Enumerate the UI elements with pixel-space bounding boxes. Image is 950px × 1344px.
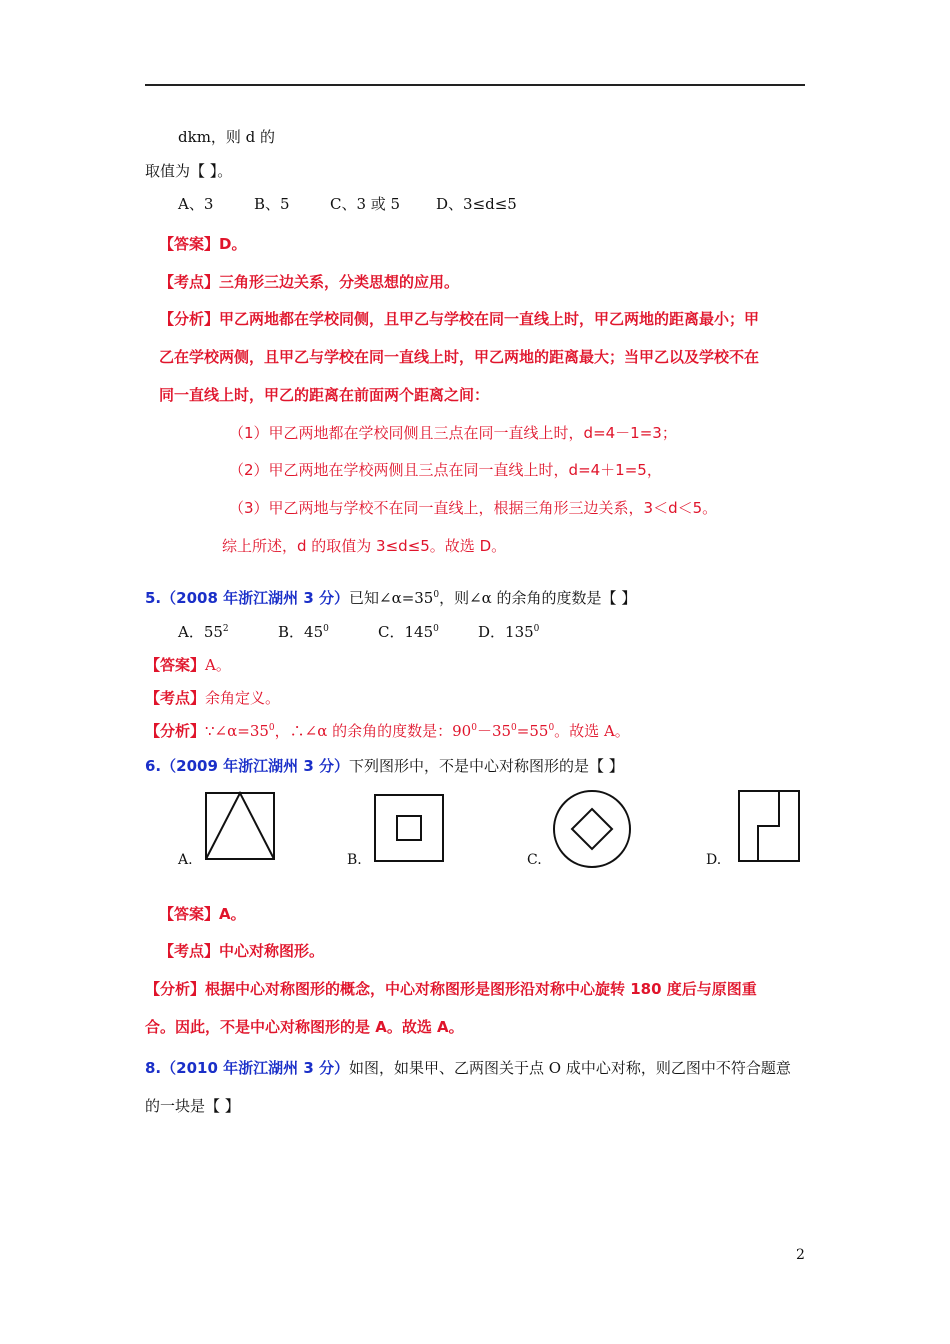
q4-conclusion: 综上所述，d 的取值为 3≤d≤5。故选 D。 <box>222 537 507 555</box>
q6-point: 【考点】中心对称图形。 <box>159 942 325 960</box>
header-rule <box>145 84 805 86</box>
figure-b-label: B. <box>347 852 362 868</box>
q8-stem-line1: 8.（2010 年浙江湖州 3 分）如图，如果甲、乙两图关于点 O 成中心对称，则乙图中不符合题意 <box>145 1059 791 1077</box>
q5-option-d: D．$135^0$ <box>478 623 540 641</box>
q4-point: 【考点】三角形三边关系，分类思想的应用。 <box>159 273 460 291</box>
q6-answer: 【答案】A。 <box>159 905 246 923</box>
option-b: B、5 <box>254 195 290 213</box>
q5-point: 【考点】余角定义。 <box>145 689 281 707</box>
q4-analysis-line2: 乙在学校两侧，且甲乙与学校在同一直线上时，甲乙两地的距离最大；当甲乙以及学校不在 <box>159 348 760 366</box>
q5-option-a: A．$55^2$ <box>178 623 229 641</box>
q4-case-1: （1）甲乙两地都在学校同侧且三点在同一直线上时，d=4－1=3； <box>229 424 677 442</box>
figure-d <box>738 790 800 862</box>
q4-case-3: （3）甲乙两地与学校不在同一直线上，根据三角形三边关系，3＜d＜5。 <box>229 499 718 517</box>
q5-option-c: C．$145^0$ <box>378 623 439 641</box>
q6-analysis-line2: 合。因此，不是中心对称图形的是 A。故选 A。 <box>145 1018 464 1036</box>
q8-source: （2010 年浙江湖州 3 分） <box>161 1059 349 1077</box>
figure-a <box>205 792 275 860</box>
q6-number: 6. <box>145 757 162 775</box>
option-d: D、3≤d≤5 <box>436 195 517 213</box>
q5-option-b: B．$45^0$ <box>278 623 329 641</box>
page-number: 2 <box>796 1247 805 1263</box>
q5-options <box>178 622 539 642</box>
intro-options <box>178 194 517 214</box>
q8-stem-line2: 的一块是【 】 <box>145 1097 240 1115</box>
q8-number: 8. <box>145 1059 162 1077</box>
figure-a-label: A. <box>178 852 193 868</box>
q6-source: （2009 年浙江湖州 3 分） <box>161 757 349 775</box>
q5-number: 5. <box>145 589 162 607</box>
q4-analysis-line1: 【分析】甲乙两地都在学校同侧，且甲乙与学校在同一直线上时，甲乙两地的距离最小；甲 <box>159 310 760 328</box>
q5-stem: 5.（2008 年浙江湖州 3 分）已知$\angle\alpha=35^0$，则∠α 的余角的度数是【 】 <box>145 589 637 607</box>
option-c: C、3 或 5 <box>330 195 401 213</box>
figure-c <box>552 789 632 869</box>
q4-case-2: （2）甲乙两地在学校两侧且三点在同一直线上时，d=4＋1=5， <box>229 461 662 479</box>
figure-b <box>374 794 444 862</box>
q4-answer: 【答案】D。 <box>159 235 247 253</box>
q5-answer: 【答案】A。 <box>145 656 231 674</box>
figure-c-label: C. <box>527 852 542 868</box>
q5-source: （2008 年浙江湖州 3 分） <box>161 589 349 607</box>
q5-analysis: 【分析】$\because\angle\alpha=35^0$，∴∠α 的余角的度数是：$90^0-35^0=55^0$。故选 A。 <box>145 722 630 740</box>
q4-analysis-line3: 同一直线上时，甲乙的距离在前面两个距离之间： <box>159 386 490 404</box>
option-a: A、3 <box>178 195 214 213</box>
q6-stem: 6.（2009 年浙江湖州 3 分）下列图形中，不是中心对称图形的是【 】 <box>145 757 624 775</box>
q6-analysis-line1: 【分析】根据中心对称图形的概念，中心对称图形是图形沿对称中心旋转 180 度后与原图重 <box>145 980 757 998</box>
figure-d-label: D. <box>706 852 722 868</box>
intro-line2: 取值为【 】。 <box>145 162 233 180</box>
intro-line1: dkm，则 d 的 <box>178 128 276 146</box>
